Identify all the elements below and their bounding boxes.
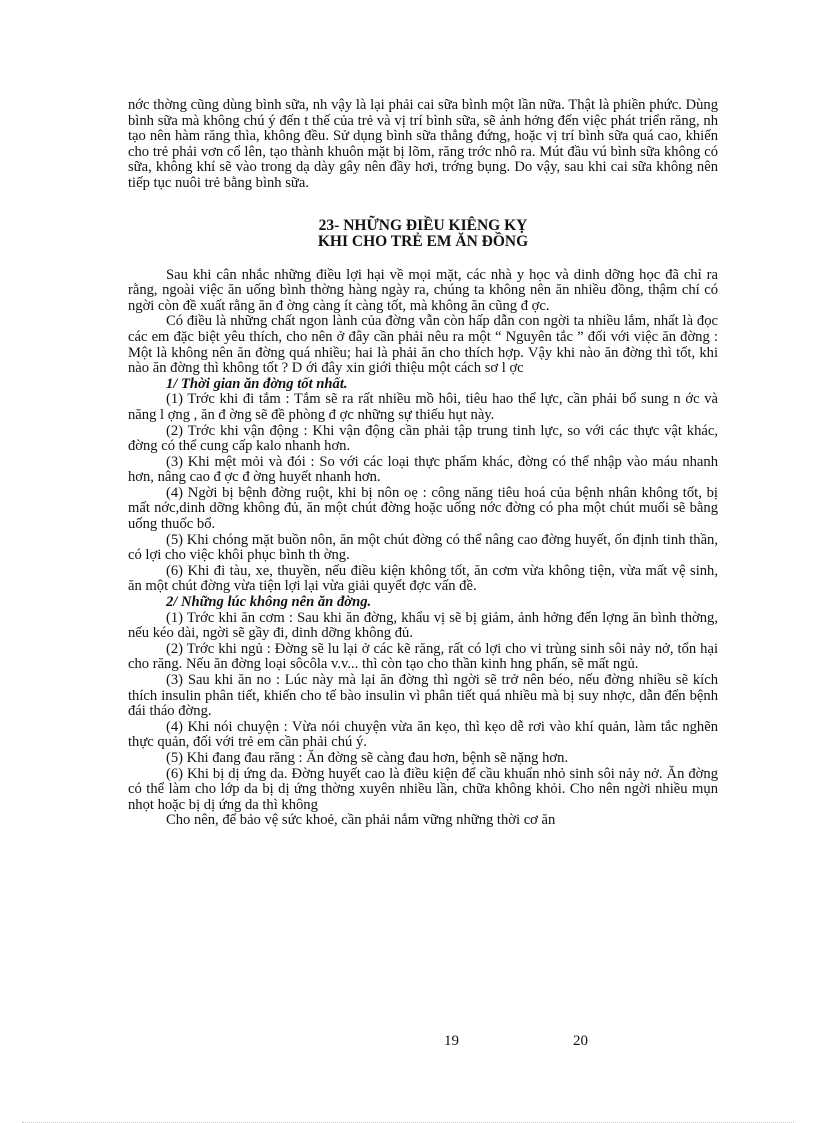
subheading-good-times: 1/ Thời gian ăn đờng tốt nhất.	[166, 375, 348, 392]
list-item: (3) Khi mệt mỏi và đói : So với các loại thực phẩm khác, đờng có thể nhập vào máu nhanh hơn, nâng cao đ ợc đ ờng huyết nhanh hơn.	[128, 453, 718, 486]
list-item: (6) Khi bị dị ứng da. Đờng huyết cao là điều kiện để cầu khuẩn nhỏ sinh sôi nảy nở. Ăn đờng có thể làm cho lớp da bị dị ứng thờng xuyên nhiều lần, chữa không khỏi. Cho nên ngời nhiều mụn nhọt hoặc bị dị ứng da thì không	[128, 765, 718, 813]
list-item: (1) Trớc khi ăn cơm : Sau khi ăn đờng, khẩu vị sẽ bị giảm, ảnh hởng đến lợng ăn bình thờng, nếu kéo dài, ngời sẽ gầy đi, dinh dỡng không đủ.	[128, 609, 718, 642]
intro-paragraph: nớc thờng cũng dùng bình sữa, nh vậy là lại phải cai sữa bình một lần nữa. Thật là phiền phức. Dùng bình sữa mà không chú ý đến t thế của trẻ và vị trí bình sữa, sẽ ảnh hởng đến việc phát triển răng, nh tạo nên hàm răng thìa, không đều. Sử dụng bình sữa thẳng đứng, hoặc vị trí bình sữa quá cao, khiến cho trẻ phải vơn cổ lên, tạo thành khuôn mặt bị lõm, răng trớc nhô ra. Mút đầu vú bình sữa không có sữa, không khí sẽ vào trong dạ dày gây nên đầy hơi, trớng bụng. Do vậy, sau khi cai sữa không nên tiếp tục nuôi trẻ bằng bình sữa.	[128, 97, 718, 191]
page-number-right: 20	[573, 1033, 588, 1049]
paragraph: Sau khi cân nhắc những điều lợi hại về mọi mặt, các nhà y học và dinh dỡng học đã chỉ ra rằng, ngoài việc ăn uống bình thờng hàng ngày ra, chúng ta không nên ăn nhiều đồng, thậm chí có ngời còn đề xuất rằng ăn đ ờng càng ít càng tốt, mà không ăn cũng đ ợc.	[128, 266, 718, 314]
list-item: (2) Trớc khi vận động : Khi vận động cần phải tập trung tinh lực, so với các thực vật khác, đờng có thể cung cấp kalo nhanh hơn.	[128, 422, 718, 455]
document-body	[128, 98, 718, 829]
list-item: (4) Ngời bị bệnh đờng ruột, khi bị nôn oẹ : công năng tiêu hoá của bệnh nhân không tốt, bị mất nớc,dinh dỡng không đủ, ăn một chút đờng hoặc uống nớc đờng có pha một chút muối sẽ bằng uống thuốc bổ.	[128, 484, 718, 533]
section-title-line-2: KHI CHO TRẺ EM ĂN ĐỒNG	[317, 232, 529, 250]
section-title	[128, 218, 718, 250]
page-number-left: 19	[444, 1033, 459, 1049]
list-item: (5) Khi chóng mặt buồn nôn, ăn một chút đờng có thể nâng cao đờng huyết, ổn định tinh thần, có lợi cho việc khôi phục bình th ờng.	[128, 531, 718, 564]
list-item: (1) Trớc khi đi tắm : Tắm sẽ ra rất nhiều mồ hôi, tiêu hao thể lực, cần phải bổ sung n ớc và năng l ợng , ăn đ ờng sẽ đề phòng đ ợc những sự thiếu hụt này.	[128, 391, 718, 423]
list-item: (3) Sau khi ăn no : Lúc này mà lại ăn đờng thì ngời sẽ trở nên béo, nếu đờng nhiều sẽ kích thích insulin phân tiết, khiến cho tế bào insulin vì phân tiết quá nhiều mà bị suy nhợc, dẫn đến bệnh đái tháo đờng.	[128, 672, 718, 720]
list-item: (4) Khi nói chuyện : Vừa nói chuyện vừa ăn kẹo, thì kẹo dễ rơi vào khí quản, làm tắc nghẽn thực quản, đối với trẻ em cần phải chú ý.	[128, 718, 718, 751]
list-item: (5) Khi đang đau răng : Ăn đờng sẽ càng đau hơn, bệnh sẽ nặng hơn.	[166, 749, 569, 766]
section-title-line-1: 23- NHỮNG ĐIỀU KIÊNG KỴ	[318, 216, 528, 234]
list-item: (6) Khi đi tàu, xe, thuyền, nếu điều kiện không tốt, ăn cơm vừa không tiện, vừa mất vệ sinh, ăn một chút đờng vừa tiện lợi lại vừa giải quyết đợc vấn đề.	[128, 562, 718, 595]
list-item: (2) Trớc khi ngủ : Đờng sẽ lu lại ở các kẽ răng, rất có lợi cho vi trùng sinh sôi nảy nở, tổn hại cho răng. Nếu ăn đờng loại sôcôla v.v... thì còn tạo cho thần kinh hng phấn, sẽ mất ngủ.	[128, 640, 718, 673]
closing-paragraph: Cho nên, để bảo vệ sức khoẻ, cần phải nắm vững những thời cơ ăn	[166, 812, 556, 829]
subheading-bad-times: 2/ Những lúc không nên ăn đờng.	[166, 594, 372, 611]
paragraph: Có điều là những chất ngon lành của đờng vẫn còn hấp dẫn con ngời ta nhiều lắm, nhất là đọc các em đặc biệt yêu thích, cho nên ở đây cần phải nêu ra một “ Nguyên tắc ” đối với việc ăn đờng : Một là không nên ăn đờng quá nhiều; hai là phải ăn cho thích hợp. Vậy khi nào ăn đờng thì tốt, khi nào ăn đờng thì không tốt ? D ới đây xin giới thiệu một cách sơ l ợc	[128, 313, 718, 377]
